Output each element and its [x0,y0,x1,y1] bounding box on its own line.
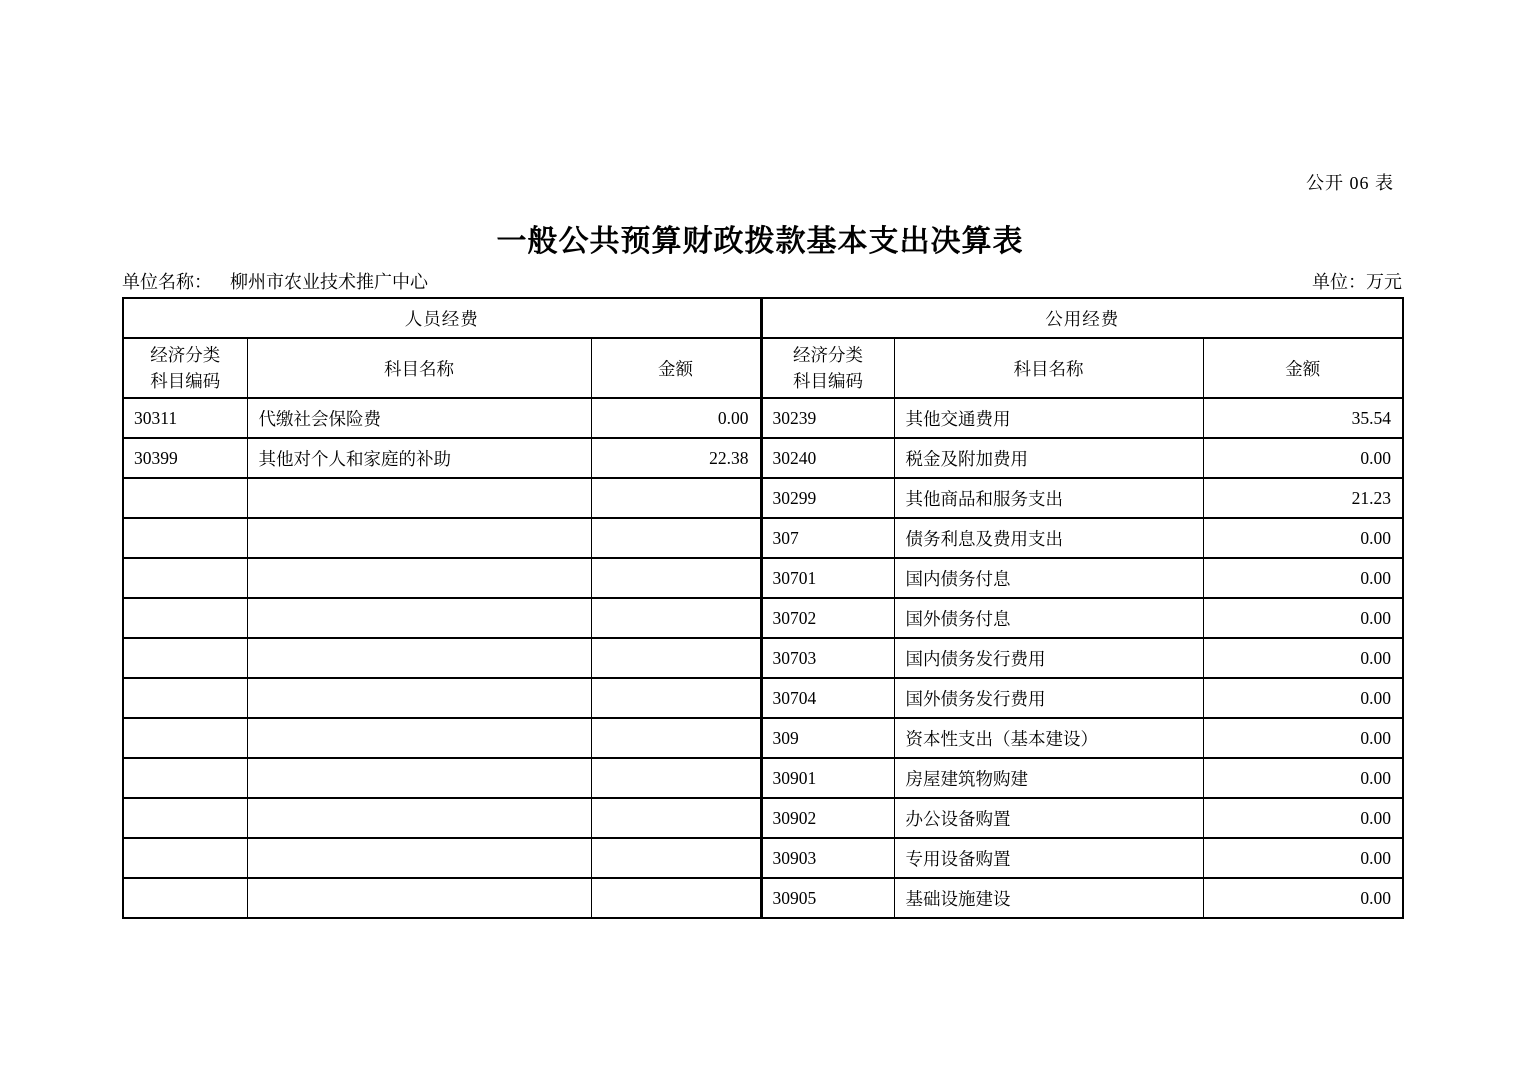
left-amount-cell [591,598,761,638]
right-code-cell: 30702 [761,598,894,638]
left-subject-name-cell [247,878,591,918]
left-amount-cell [591,718,761,758]
right-code-cell: 30903 [761,838,894,878]
left-amount-cell [591,518,761,558]
left-amount-column-header: 金额 [591,338,761,398]
right-amount-cell: 0.00 [1203,438,1403,478]
left-subject-name-cell [247,558,591,598]
left-code-cell [123,558,247,598]
left-code-cell [123,678,247,718]
column-header-row [123,338,1403,398]
right-amount-cell: 0.00 [1203,758,1403,798]
right-amount-cell: 0.00 [1203,798,1403,838]
left-amount-cell [591,478,761,518]
left-code-cell [123,878,247,918]
right-subject-name-cell: 办公设备购置 [894,798,1203,838]
left-code-cell [123,798,247,838]
right-subject-name-cell: 税金及附加费用 [894,438,1203,478]
left-subject-name-cell [247,598,591,638]
right-code-header-line2: 科目编码 [793,371,863,391]
left-amount-cell: 22.38 [591,438,761,478]
right-subject-name-cell: 专用设备购置 [894,838,1203,878]
left-amount-cell [591,678,761,718]
table-row [123,838,1403,878]
left-subject-name-cell: 其他对个人和家庭的补助 [247,438,591,478]
right-code-cell: 30901 [761,758,894,798]
left-subject-name-cell [247,838,591,878]
right-amount-cell: 0.00 [1203,878,1403,918]
left-code-cell [123,758,247,798]
unit-info-row [122,268,1402,294]
table-row [123,638,1403,678]
left-amount-cell [591,558,761,598]
table-row [123,478,1403,518]
right-subject-name-cell: 房屋建筑物购建 [894,758,1203,798]
right-subject-name-cell: 国外债务付息 [894,598,1203,638]
left-subject-name-cell [247,518,591,558]
unit-name-label: 单位名称： [122,272,212,292]
right-subject-name-cell: 其他商品和服务支出 [894,478,1203,518]
unit-name-value: 柳州市农业技术推广中心 [230,272,428,292]
right-code-cell: 30902 [761,798,894,838]
table-row [123,758,1403,798]
left-subject-name-cell [247,758,591,798]
left-code-cell [123,718,247,758]
left-code-cell [123,598,247,638]
right-code-cell: 30704 [761,678,894,718]
right-subject-name-cell: 资本性支出（基本建设） [894,718,1203,758]
right-subject-name-cell: 债务利息及费用支出 [894,518,1203,558]
right-code-cell: 30701 [761,558,894,598]
left-subject-name-cell [247,718,591,758]
left-subject-name-cell [247,478,591,518]
right-amount-cell: 0.00 [1203,518,1403,558]
section-header-personnel: 人员经费 [123,298,761,338]
table-row [123,598,1403,638]
right-subject-name-cell: 其他交通费用 [894,398,1203,438]
section-header-public: 公用经费 [761,298,1403,338]
left-code-cell [123,518,247,558]
left-amount-cell [591,878,761,918]
right-code-cell: 30239 [761,398,894,438]
right-amount-cell: 0.00 [1203,678,1403,718]
unit-name-group [122,268,428,294]
left-code-cell [123,838,247,878]
right-subject-name-cell: 国外债务发行费用 [894,678,1203,718]
table-row [123,518,1403,558]
left-code-cell: 30399 [123,438,247,478]
right-code-cell: 30299 [761,478,894,518]
left-code-cell [123,638,247,678]
table-row [123,398,1403,438]
right-amount-cell: 0.00 [1203,718,1403,758]
table-row [123,678,1403,718]
right-amount-cell: 0.00 [1203,838,1403,878]
table-row [123,438,1403,478]
right-amount-cell: 0.00 [1203,598,1403,638]
left-code-cell: 30311 [123,398,247,438]
right-code-header-line1: 经济分类 [793,344,863,365]
right-amount-cell: 21.23 [1203,478,1403,518]
left-amount-cell [591,758,761,798]
left-amount-cell [591,838,761,878]
left-name-column-header: 科目名称 [247,338,591,398]
right-name-column-header: 科目名称 [894,338,1203,398]
left-amount-cell: 0.00 [591,398,761,438]
left-subject-name-cell: 代缴社会保险费 [247,398,591,438]
page-title: 一般公共预算财政拨款基本支出决算表 [496,225,1024,258]
left-subject-name-cell [247,638,591,678]
left-code-header-line2: 科目编码 [150,371,221,391]
left-subject-name-cell [247,798,591,838]
right-code-cell: 307 [761,518,894,558]
unit-measure-label: 单位：万元 [1312,272,1402,292]
left-code-column-header [123,338,247,398]
left-amount-cell [591,638,761,678]
right-code-column-header [761,338,894,398]
right-subject-name-cell: 国内债务付息 [894,558,1203,598]
right-code-cell: 30905 [761,878,894,918]
right-amount-cell: 0.00 [1203,638,1403,678]
left-code-cell [123,478,247,518]
right-code-cell: 30240 [761,438,894,478]
table-row [123,798,1403,838]
left-code-header-line1: 经济分类 [150,344,221,365]
right-amount-cell: 35.54 [1203,398,1403,438]
right-subject-name-cell: 国内债务发行费用 [894,638,1203,678]
right-code-cell: 30703 [761,638,894,678]
table-row [123,878,1403,918]
section-header-row [123,298,1403,338]
table-row [123,558,1403,598]
left-subject-name-cell [247,678,591,718]
right-amount-cell: 0.00 [1203,558,1403,598]
table-row [123,718,1403,758]
right-amount-column-header: 金额 [1203,338,1403,398]
form-number-label: 公开 06 表 [1306,173,1394,193]
budget-table [122,297,1404,919]
left-amount-cell [591,798,761,838]
right-code-cell: 309 [761,718,894,758]
right-subject-name-cell: 基础设施建设 [894,878,1203,918]
